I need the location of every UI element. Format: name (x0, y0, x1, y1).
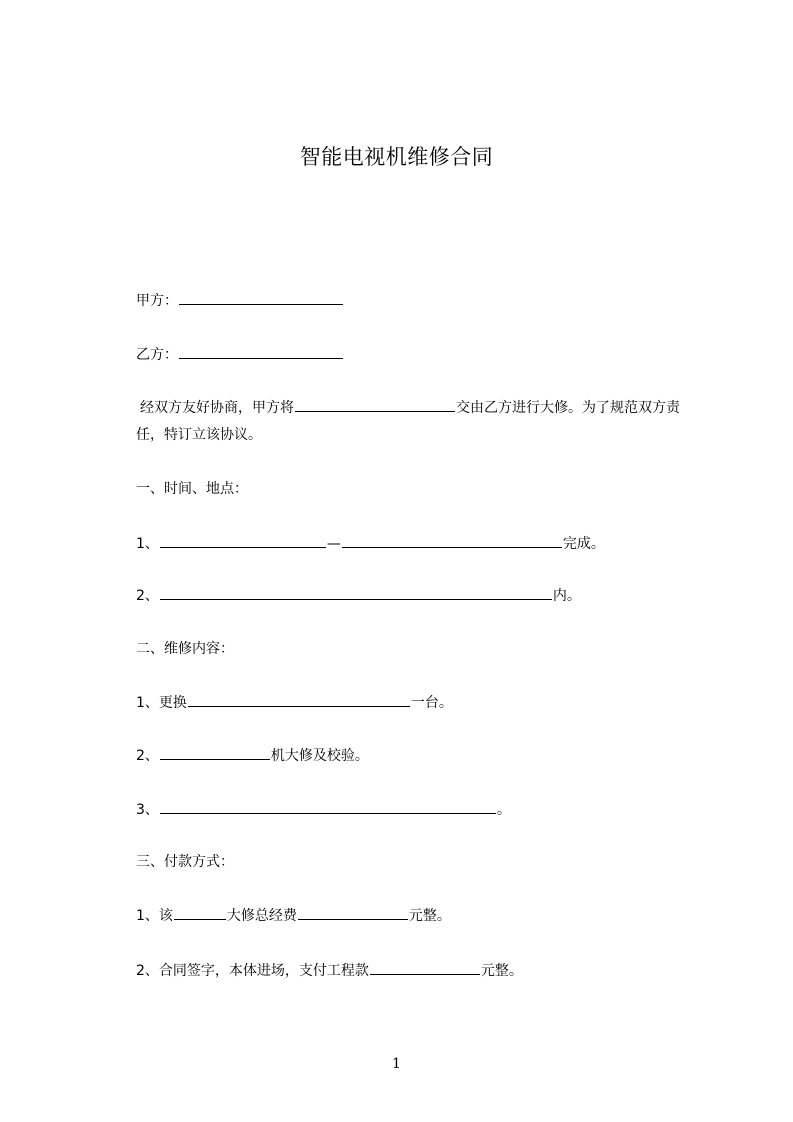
equipment-blank[interactable] (174, 905, 226, 920)
item-prefix: 1、更换 (136, 695, 187, 711)
intro-paragraph (136, 395, 696, 449)
item-mid: 大修总经费 (226, 908, 297, 924)
item-suffix: 。 (496, 802, 511, 818)
party-b-line (136, 344, 344, 365)
party-b-label: 乙方： (136, 347, 178, 363)
total-cost-blank[interactable] (298, 905, 408, 920)
dash: — (326, 536, 341, 552)
section3-item2 (136, 960, 523, 981)
item-suffix: 一台。 (410, 695, 453, 711)
document-title: 智能电视机维修合同 (299, 145, 494, 169)
page-number: 1 (392, 1056, 401, 1072)
section1-item2 (136, 585, 581, 606)
intro-blank[interactable] (295, 397, 455, 412)
party-b-blank[interactable] (179, 344, 343, 359)
item-prefix: 3、 (136, 802, 159, 818)
other-content-blank[interactable] (160, 799, 496, 814)
payment-amount-blank[interactable] (370, 960, 480, 975)
section2-item2 (136, 745, 369, 766)
start-time-blank[interactable] (160, 533, 326, 548)
replace-part-blank[interactable] (188, 692, 410, 707)
section2-item1 (136, 692, 453, 713)
section2-heading: 二、维修内容： (136, 641, 234, 657)
item-prefix: 2、 (136, 588, 159, 604)
item-prefix: 1、 (136, 536, 159, 552)
item-suffix: 机大修及校验。 (270, 748, 369, 764)
party-a-label: 甲方： (136, 293, 178, 309)
section1-heading: 一、时间、地点： (136, 481, 248, 497)
item-suffix: 完成。 (562, 536, 605, 552)
section2-item3 (136, 799, 511, 820)
end-time-blank[interactable] (342, 533, 562, 548)
item-suffix: 元整。 (480, 963, 523, 979)
section3-heading: 三、付款方式： (136, 854, 234, 870)
item-suffix: 元整。 (408, 908, 451, 924)
intro-text-1: 经双方友好协商，甲方将 (140, 400, 294, 416)
party-a-line (136, 290, 344, 311)
section3-item1 (136, 905, 451, 926)
machine-blank[interactable] (160, 745, 270, 760)
item-suffix: 内。 (552, 588, 581, 604)
item-prefix: 2、 (136, 748, 159, 764)
item-prefix: 2、合同签字，本体进场，支付工程款 (136, 963, 369, 979)
item-prefix: 1、该 (136, 908, 173, 924)
section1-item1 (136, 533, 605, 554)
intro-text-2: 交由乙方进行大修。为了规范双方责任，特订立该协议。 (136, 400, 680, 443)
party-a-blank[interactable] (179, 290, 343, 305)
location-blank[interactable] (160, 585, 552, 600)
